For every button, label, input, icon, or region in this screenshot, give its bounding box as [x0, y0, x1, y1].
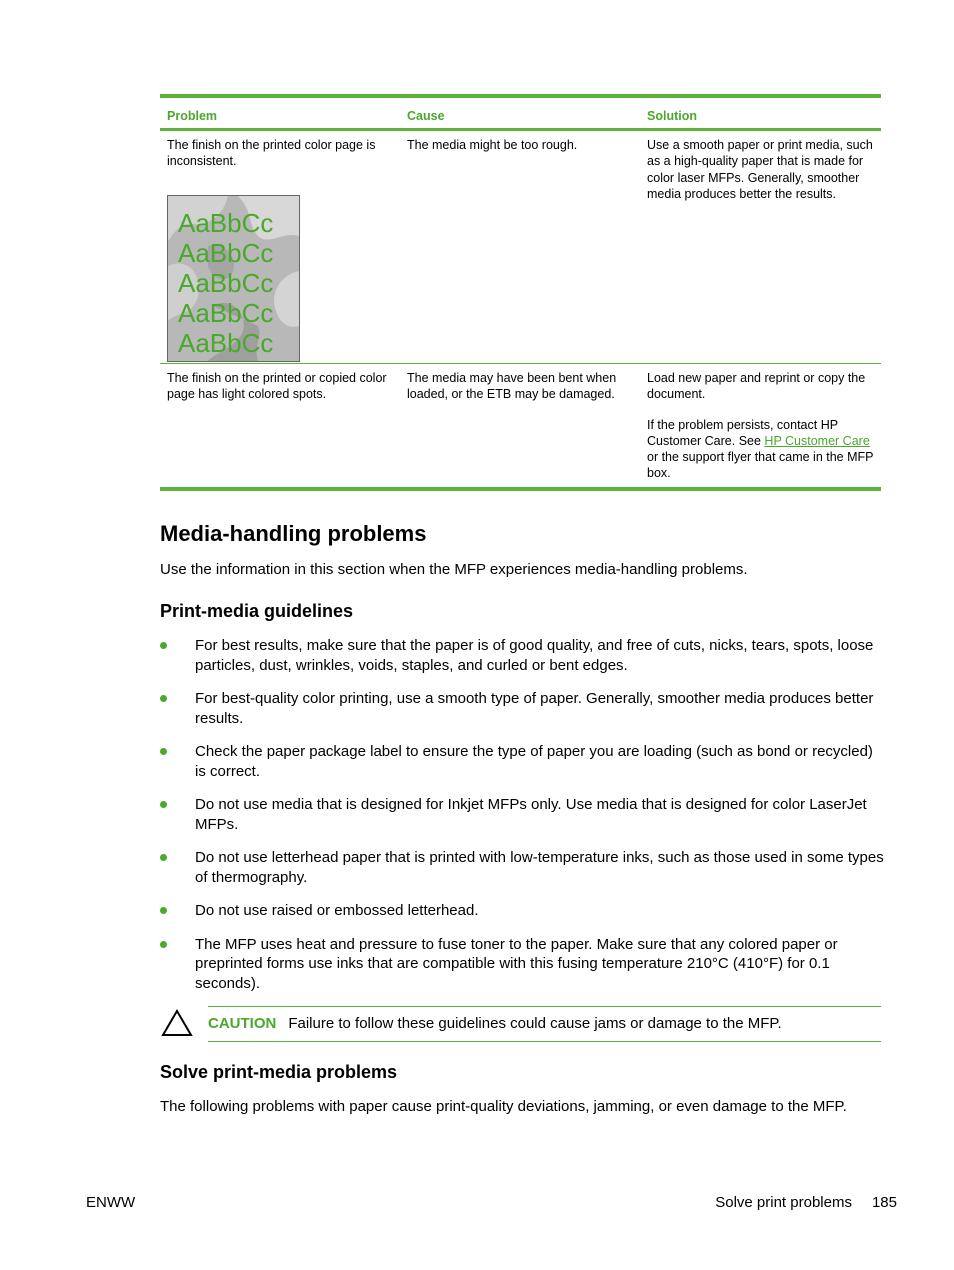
list-item-text: For best results, make sure that the paper is of good quality, and free of cuts, nicks, tears, spots, loose particles, dust, wrinkles, voids, staples, and curled or bent edges.	[195, 637, 874, 674]
table-row	[160, 364, 881, 487]
table-bottom-rule	[160, 487, 881, 491]
cell-solution: Use a smooth paper or print media, such as a high-quality paper that is made for color laser MFPs. Generally, smoother media produces better the results.	[647, 138, 873, 201]
list-item	[160, 742, 885, 781]
list-item	[160, 636, 885, 675]
bullet-icon	[160, 642, 167, 649]
cell-problem: The finish on the printed or copied color page has light colored spots.	[167, 371, 387, 402]
bullet-icon	[160, 748, 167, 755]
caution-box	[208, 1006, 881, 1042]
inconsistent-finish-sample-image	[167, 195, 300, 362]
caution-text: Failure to follow these guidelines could cause jams or damage to the MFP.	[288, 1015, 782, 1032]
solve-heading: Solve print-media problems	[160, 1062, 398, 1082]
header-problem: Problem	[167, 109, 218, 123]
sample-text-line-1: AaBbCc	[178, 207, 274, 238]
list-item	[160, 848, 885, 887]
list-item	[160, 935, 885, 994]
sample-text-line-2: AaBbCc	[178, 237, 274, 268]
list-item-text: Check the paper package label to ensure the type of paper you are loading (such as bond or recycled) is correct.	[195, 743, 873, 780]
section-title: Media-handling problems	[160, 521, 427, 546]
caution-note	[160, 1006, 881, 1042]
list-item-text: Do not use raised or embossed letterhead.	[195, 902, 479, 919]
section-intro: Use the information in this section when the MFP experiences media-handling problems.	[160, 561, 748, 578]
list-item-text: Do not use media that is designed for Inkjet MFPs only. Use media that is designed for color LaserJet MFPs.	[195, 796, 867, 833]
caution-label: CAUTION	[208, 1015, 277, 1032]
solve-intro: The following problems with paper cause print-quality deviations, jamming, or even damage to the MFP.	[160, 1098, 847, 1115]
table-header	[160, 98, 881, 131]
bullet-icon	[160, 854, 167, 861]
header-cause: Cause	[407, 109, 445, 123]
cell-cause: The media may have been bent when loaded, or the ETB may be damaged.	[407, 371, 617, 402]
list-item	[160, 795, 885, 834]
cell-cause: The media might be too rough.	[407, 138, 578, 152]
footer-left: ENWW	[86, 1194, 136, 1211]
bullet-icon	[160, 695, 167, 702]
list-item	[160, 901, 885, 921]
sample-text-line-4: AaBbCc	[178, 297, 274, 328]
warning-triangle-icon	[161, 1009, 193, 1037]
solution-paragraph: Load new paper and reprint or copy the document.	[647, 371, 866, 402]
sample-text-line-5: AaBbCc	[178, 327, 274, 358]
sample-text-line-3: AaBbCc	[178, 267, 274, 298]
footer-section: Solve print problems	[715, 1194, 852, 1211]
list-item	[160, 689, 885, 728]
sample-print-graphic	[168, 196, 299, 361]
cell-problem	[160, 131, 400, 363]
problem-text: The finish on the printed color page is inconsistent.	[167, 138, 376, 169]
page-number: 185	[871, 1194, 897, 1211]
list-item-text: The MFP uses heat and pressure to fuse toner to the paper. Make sure that any colored paper or preprinted forms use inks that are compatible with this fusing temperature 210°C (410°F) for 0.1 seconds).	[195, 935, 838, 992]
header-solution: Solution	[647, 109, 697, 123]
bullet-icon	[160, 907, 167, 914]
solution-paragraph	[647, 417, 875, 482]
list-item-text: For best-quality color printing, use a smooth type of paper. Generally, smoother media produces better results.	[195, 690, 874, 727]
guidelines-list	[160, 636, 885, 993]
guidelines-heading: Print-media guidelines	[160, 601, 354, 621]
hp-customer-care-link[interactable]: HP Customer Care	[764, 433, 870, 448]
footer-right	[715, 1194, 897, 1211]
troubleshooting-table	[160, 94, 881, 491]
solution-text: If the problem persists, contact HP Customer Care. See	[647, 417, 838, 448]
solution-text: or the support flyer that came in the MFP box.	[647, 450, 874, 481]
bullet-icon	[160, 941, 167, 948]
list-item-text: Do not use letterhead paper that is printed with low-temperature inks, such as those used in some types of thermography.	[195, 849, 884, 886]
cell-solution	[640, 364, 881, 487]
table-row	[160, 131, 881, 364]
bullet-icon	[160, 801, 167, 808]
